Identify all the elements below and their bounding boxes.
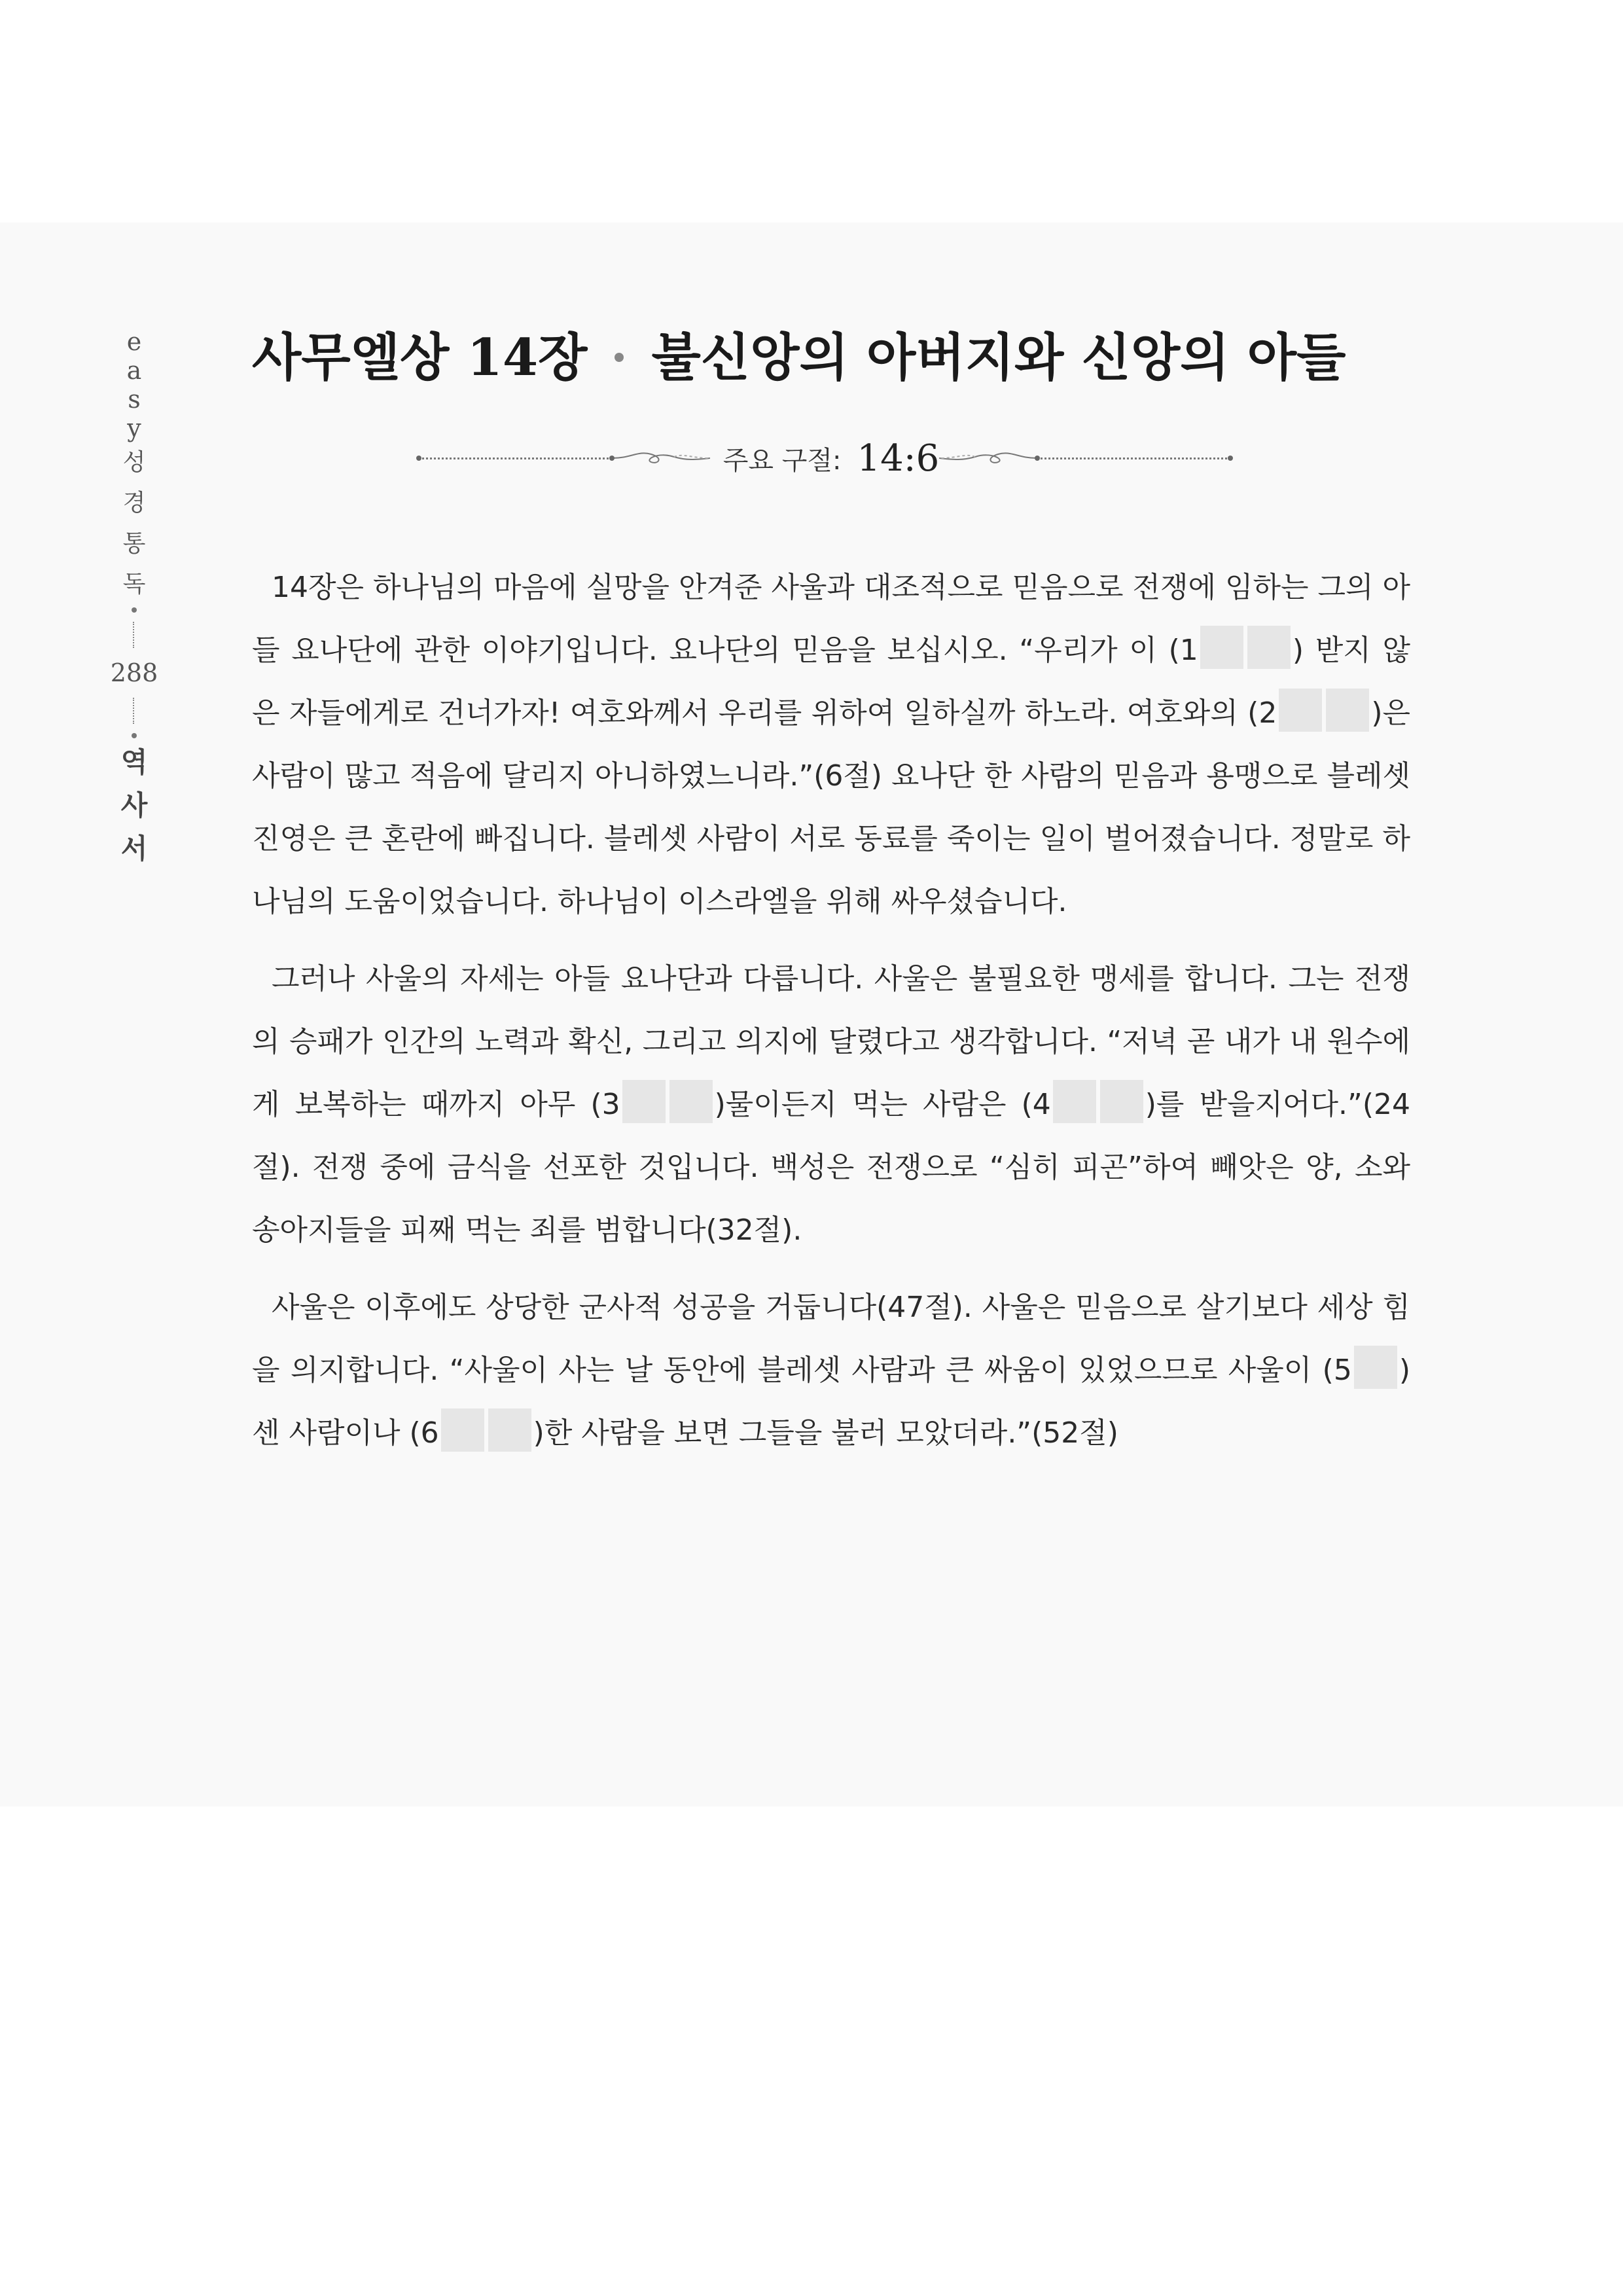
blank-box: [488, 1408, 531, 1452]
section-char-1: 역: [120, 746, 148, 778]
ornament-line-right: [1037, 457, 1230, 459]
body-text: [252, 556, 1410, 1479]
blank-box: [1100, 1080, 1143, 1123]
paragraph-3-text-b: ) 센 사람이나 (6: [252, 1354, 1411, 1450]
paragraph-1-text-a: 14장은 하나님의 마음에 실망을 안겨준 사울과 대조적으로 믿음으로 전쟁에 임하는 그의 아들 요나단에 관한 이야기입니다. 요나단의 믿음을 보십시오. “우리가 이 (1: [252, 571, 1410, 667]
paragraph-2-text-a: 그러나 사울의 자세는 아들 요나단과 다릅니다. 사울은 불필요한 맹세를 합니다. 그는 전쟁의 승패가 인간의 노력과 확신, 그리고 의지에 달렸다고 생각합니다. “저녁 곧 내가 내 원수에게 보복하는 때까지 아무 (3: [252, 962, 1410, 1121]
paragraph-1-text-c: )은 사람이 많고 적음에 달리지 아니하였느니라.”(6절) 요나단 한 사람의 믿음과 용맹으로 블레셋 진영은 큰 혼란에 빠집니다. 블레셋 사람이 서로 동료를 죽이는 일이 벌어졌습니다. 정말로 하나님의 도움이었습니다. 하나님이 이스라엘을 위해 싸우셨습니다.: [252, 696, 1410, 918]
blank-box: [1326, 689, 1369, 732]
blank-box: [622, 1080, 666, 1123]
divider-dot: [132, 607, 137, 613]
blank-box: [1354, 1346, 1397, 1389]
series-korean-4: 독: [122, 571, 146, 598]
paragraph-3: [252, 1276, 1410, 1465]
series-latin-a: a: [126, 356, 142, 385]
key-verse-ref: 14:6: [857, 437, 940, 480]
chapter-title: [252, 314, 1417, 393]
title-separator-dot: [615, 353, 624, 362]
flourish-left-icon: [612, 445, 710, 471]
divider-line: [133, 622, 135, 648]
flourish-right-icon: [939, 445, 1037, 471]
key-verse: [419, 432, 1230, 484]
chapter-title-right: 불신앙의 아버지와 신앙의 아들: [651, 328, 1346, 387]
series-latin-s: s: [128, 385, 141, 414]
divider-line: [133, 698, 135, 724]
blank-box: [669, 1080, 713, 1123]
page-number: 288: [110, 658, 158, 687]
chapter-title-left: 사무엘상 14장: [252, 328, 588, 387]
paragraph-2-text-b: )물이든지 먹는 사람은 (4: [714, 1088, 1051, 1121]
side-running-head: [98, 327, 170, 870]
key-verse-label: 주요 구절:: [722, 445, 842, 476]
paragraph-1-text-b: ) 받지 않은 자들에게로 건너가자! 여호와께서 우리를 위하여 일하실까 하노라. 여호와의 (2: [252, 634, 1410, 730]
ornament-line-left: [419, 457, 612, 459]
paragraph-2: [252, 948, 1410, 1262]
series-korean-1: 성: [122, 449, 146, 476]
blank-box: [1279, 689, 1322, 732]
series-korean-2: 경: [122, 490, 146, 516]
paragraph-1: [252, 556, 1410, 933]
paragraph-2-text-c: )를 받을지어다.”(24절). 전쟁 중에 금식을 선포한 것입니다. 백성은 전쟁으로 “심히 피곤”하여 빼앗은 양, 소와 송아지들을 피째 먹는 죄를 범합니다(32절).: [252, 1088, 1410, 1247]
series-latin-e: e: [126, 327, 142, 356]
series-korean-3: 통: [122, 530, 146, 557]
section-char-3: 서: [120, 833, 148, 865]
blank-box: [1053, 1080, 1096, 1123]
paragraph-3-text-c: )한 사람을 보면 그들을 불러 모았더라.”(52절): [533, 1416, 1118, 1450]
blank-box: [1200, 626, 1243, 669]
section-char-2: 사: [120, 789, 148, 821]
blank-box: [441, 1408, 484, 1452]
divider-dot: [132, 733, 137, 738]
paragraph-3-text-a: 사울은 이후에도 상당한 군사적 성공을 거둡니다(47절). 사울은 믿음으로 살기보다 세상 힘을 의지합니다. “사울이 사는 날 동안에 블레셋 사람과 큰 싸움이 있었으므로 사울이 (5: [252, 1291, 1410, 1387]
series-latin-y: y: [127, 414, 141, 442]
blank-box: [1247, 626, 1291, 669]
